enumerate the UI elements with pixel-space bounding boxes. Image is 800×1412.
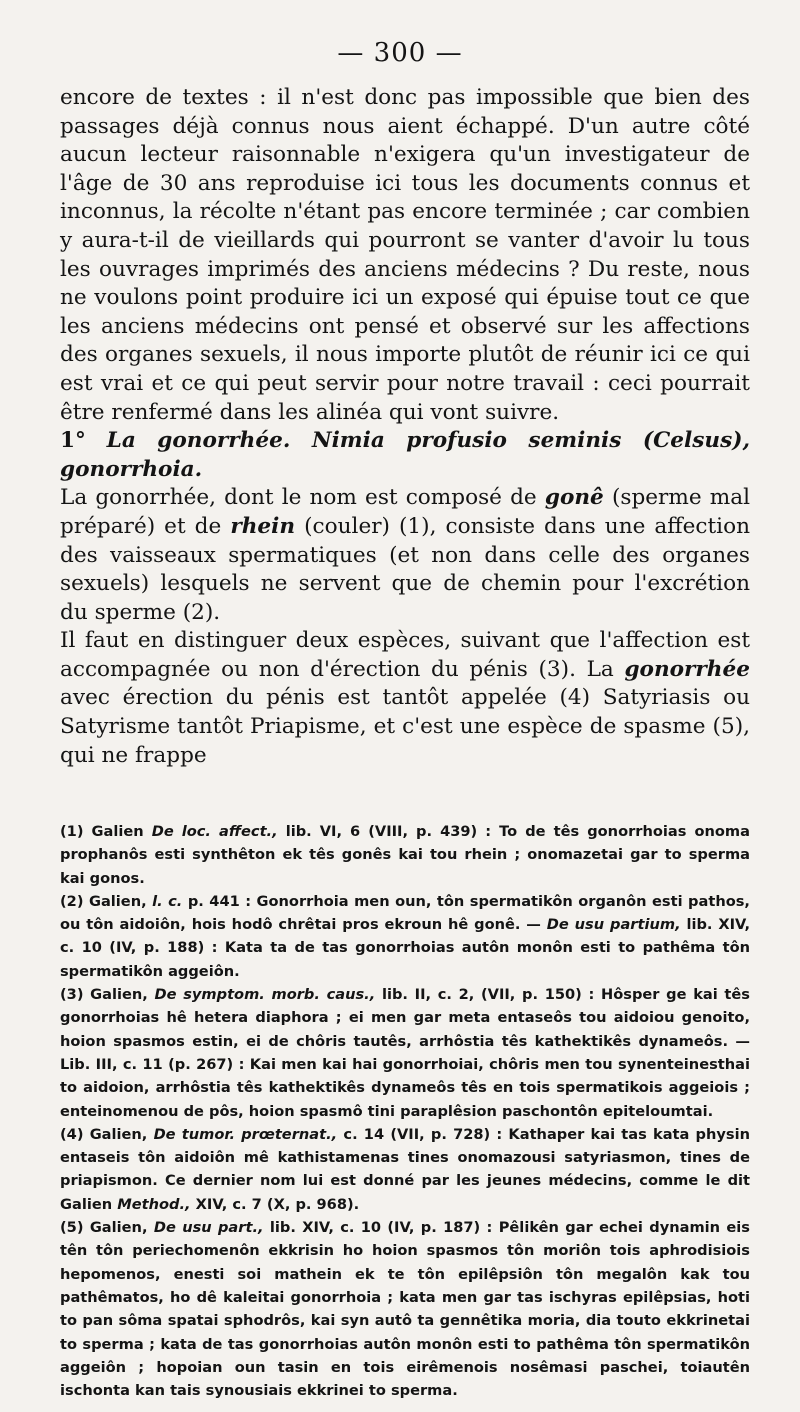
- text-run: (sperme mal préparé) et de: [60, 485, 751, 539]
- fn-text: (5) Galien,: [60, 1219, 148, 1237]
- paragraph: [60, 627, 750, 770]
- footnote: [60, 1216, 750, 1402]
- footnote: [60, 890, 750, 983]
- footnote: [60, 1123, 750, 1216]
- fn-text: XIV, c. 7 (X, p. 968).: [195, 1195, 360, 1213]
- paragraph: [60, 484, 750, 627]
- term-rhein: rhein: [230, 513, 296, 539]
- section-title: La gonorrhée. Nimia profusio seminis (Celsus), gonorrhoia.: [60, 428, 750, 482]
- fn-text: lib. XIV, c. 10 (IV, p. 188) : Kata ta de tas gonorrhoias autôn monôn esti to pathêma tôn spermatikôn aggeiôn.: [60, 916, 750, 980]
- term-gonorrhee: gonorrhée: [624, 656, 750, 682]
- fn-citation: De usu part.,: [153, 1219, 264, 1237]
- fn-citation: De loc. affect.,: [151, 823, 278, 840]
- paragraph: encore de textes : il n'est donc pas impossible que bien des passages déjà connus nous aient échappé. D'un autre côté aucun lecteur raisonnable n'exigera qu'un investigateur de l'âge de 30 ans reproduise ici tous les documents connus et inconnus, la récolte n'étant pas encore terminée ; car combien y aura-t-il de vieillards qui pourront se vanter d'avoir lu tous les ouvrages imprimés des anciens médecins ? Du reste, nous ne voulons point produire ici un exposé qui épuise tout ce que les anciens médecins ont pensé et observé sur les affections des organes sexuels, il nous importe plutôt de réunir ici ce qui est vrai et ce qui peut servir pour notre travail : ceci pourrait être renfermé dans les alinéa qui vont suivre.: [60, 85, 750, 425]
- section-number: 1°: [60, 428, 86, 454]
- fn-citation: l. c.: [152, 892, 183, 910]
- footnotes: [60, 820, 750, 1402]
- text-run: Il faut en distinguer deux espèces, suivant que l'affection est accompagnée ou non d'érection du pénis (3). La: [60, 628, 750, 682]
- fn-citation: De usu partium,: [546, 916, 681, 934]
- footnote: [60, 820, 750, 890]
- footnote: [60, 983, 750, 1123]
- fn-text: lib. XIV, c. 10 (IV, p. 187) : Pêlikên gar echei dynamin eis tên tôn periechomenôn ekkrisin ho hoion spasmos tôn moriôn tois aphrodisiois hepomenos, enesti soi mathein ek te tôn epilêpsiôn tôn megalôn kak tou pathêmatos, ho dê kaleitai gonorrhoia ; kata men gar tas ischyras epilêpsias, hoti to pan sôma spatai sphodrôs, kai syn autô ta gennêtika moria, dia touto ekkrinetai to sperma ; kata de tas gonorrhoias autôn monôn esti to pathêma tôn spermatikôn aggeiôn ; hopoian oun tasin en tois eirêmenois nosêmasi paschei, toiautên ischonta kan tais synousiais ekkrinei to sperma.: [60, 1219, 750, 1400]
- text-run: (couler) (1), consiste dans une affection des vaisseaux spermatiques (et non dans celle des organes sexuels) lesquels ne servent que de chemin pour l'excrétion du sperme (2).: [60, 513, 750, 625]
- fn-text: (2) Galien,: [60, 892, 147, 910]
- text-run: avec érection du pénis est tantôt appelée (4) Satyriasis ou Satyrisme tantôt Priapisme, et c'est une espèce de spasme (5), qui ne frappe: [60, 685, 750, 768]
- term-gone: gonê: [544, 485, 604, 511]
- fn-citation: De tumor. prœternat.,: [153, 1125, 338, 1143]
- fn-text: (3) Galien,: [60, 986, 148, 1004]
- fn-text: p. 441 : Gonorrhoia men oun, tôn spermatikôn organôn esti pathos, ou tôn aidoiôn, hois hodô chrêtai pros ekroun hê gonê. —: [60, 892, 750, 934]
- section-heading: [60, 427, 750, 484]
- fn-text: (4) Galien,: [60, 1125, 148, 1143]
- fn-text: lib. II, c. 2, (VII, p. 150) : Hôsper ge kai tês gonorrhoias hê hetera diaphora ; ei men gar meta entaseôs tou aidoiou genoito, hoion spasmos estin, ei de chôris tautês, arrhôstia tês kathektikês dynameôs. — Lib. III, c. 11 (p. 267) : Kai men kai hai gonorrhoiai, chôris men tou synenteinesthai to aidoion, arrhôstia tês kathektikês dynameôs tês en tois spermatikois aggeiois ; enteinomenou de pôs, hoion spasmô tini paraplêsion paschontôn epiteloumtai.: [60, 986, 750, 1120]
- fn-text: lib. VI, 6 (VIII, p. 439) : To de tês gonorrhoias onoma prophanôs esti synthêton ek tês gonês kai tou rhein ; onomazetai gar to sperma kai gonos.: [60, 823, 750, 887]
- fn-citation: Method.,: [117, 1195, 191, 1213]
- fn-citation: De symptom. morb. caus.,: [154, 986, 376, 1004]
- text-run: La gonorrhée, dont le nom est composé de: [60, 485, 537, 511]
- fn-text: (1) Galien: [60, 823, 144, 840]
- main-text: [60, 84, 750, 770]
- fn-text: c. 14 (VII, p. 728) : Kathaper kai tas kata physin entaseis tôn aidoiôn mê kathistamenas tines onomazousi satyriasmon, tines de priapismon. Ce dernier nom lui est donné par les jeunes médecins, comme le dit Galien: [60, 1125, 750, 1213]
- page-number-header: — 300 —: [337, 38, 463, 68]
